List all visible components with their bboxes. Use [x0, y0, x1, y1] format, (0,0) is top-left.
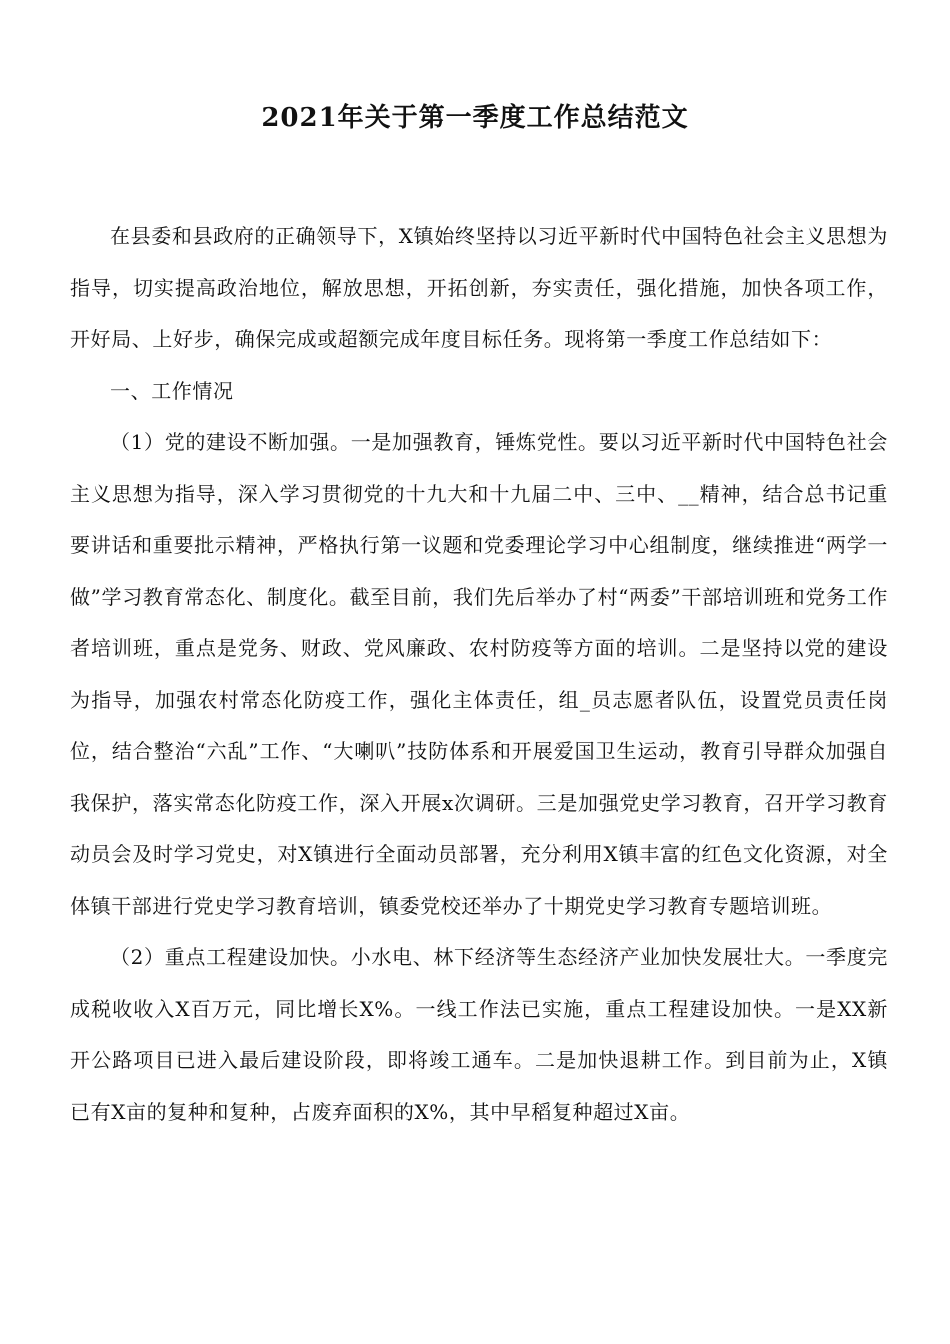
document-title: 2021年关于第一季度工作总结范文 [261, 103, 689, 133]
intro-paragraph: 在县委和县政府的正确领导下，X镇始终坚持以习近平新时代中国特色社会主义思想为指导，切实提高政治地位，解放思想，开拓创新，夯实责任，强化措施，加快各项工作，开好局、上好步，确保完成或超额完成年度目标任务。现将第一季度工作总结如下： [70, 224, 888, 351]
document-body [70, 211, 888, 1138]
section-heading-work-status: 一、工作情况 [110, 378, 234, 403]
party-building-paragraph: （1）党的建设不断加强。一是加强教育，锤炼党性。要以习近平新时代中国特色社会主义思想为指导，深入学习贯彻党的十九大和十九届二中、三中、__精神，结合总书记重要讲话和重要批示精神，严格执行第一议题和党委理论学习中心组制度，继续推进“两学一做”学习教育常态化、制度化。截至目前，我们先后举办了村“两委”干部培训班和党务工作者培训班，重点是党务、财政、党风廉政、农村防疫等方面的培训。二是坚持以党的建设为指导，加强农村常态化防疫工作，强化主体责任，组_员志愿者队伍，设置党员责任岗位，结合整治“六乱”工作、“大喇叭”技防体系和开展爱国卫生运动，教育引导群众加强自我保护，落实常态化防疫工作，深入开展x次调研。三是加强党史学习教育，召开学习教育动员会及时学习党史，对X镇进行全面动员部署，充分利用X镇丰富的红色文化资源，对全体镇干部进行党史学习教育培训，镇委党校还举办了十期党史学习教育专题培训班。 [70, 430, 888, 918]
key-projects-paragraph: （2）重点工程建设加快。小水电、林下经济等生态经济产业加快发展壮大。一季度完成税收收入X百万元，同比增长X%。一线工作法已实施，重点工程建设加快。一是XX新开公路项目已进入最后建设阶段，即将竣工通车。二是加快退耕工作。到目前为止，X镇已有X亩的复种和复种，占废弃面积的X%，其中早稻复种超过X亩。 [70, 945, 888, 1124]
